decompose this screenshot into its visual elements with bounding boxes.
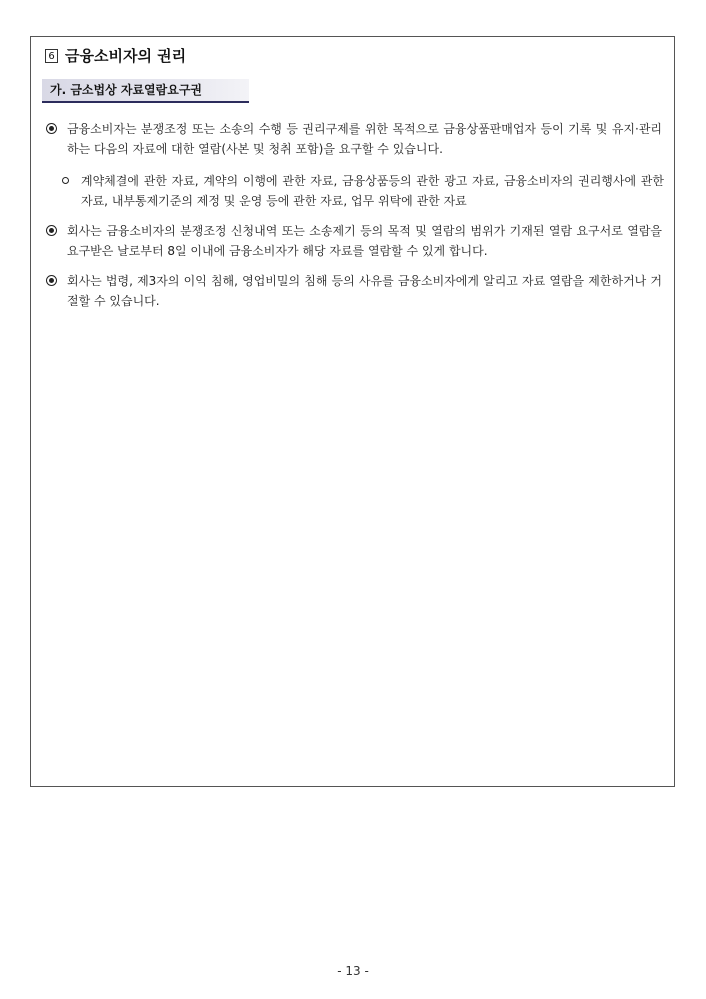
list-item bbox=[46, 271, 662, 311]
circle-bullet-icon bbox=[62, 177, 69, 184]
subsection-heading: 가. 금소법상 자료열람요구권 bbox=[42, 79, 249, 103]
fisheye-bullet-icon bbox=[46, 275, 57, 286]
list-item-text: 회사는 금융소비자의 분쟁조정 신청내역 또는 소송제기 등의 목적 및 열람의 범위가 기재된 열람 요구서로 열람을 요구받은 날로부터 8일 이내에 금융소비자가 해당 자료를 열람할 수 있게 합니다. bbox=[67, 224, 662, 258]
fisheye-bullet-icon bbox=[46, 225, 57, 236]
sub-list-item bbox=[61, 171, 664, 211]
list-item-text: 회사는 법령, 제3자의 이익 침해, 영업비밀의 침해 등의 사유를 금융소비자에게 알리고 자료 열람을 제한하거나 거절할 수 있습니다. bbox=[67, 274, 662, 308]
section-title: 금융소비자의 권리 bbox=[65, 47, 187, 65]
content-box bbox=[30, 36, 675, 787]
section-heading bbox=[45, 45, 186, 66]
list-item bbox=[46, 221, 662, 261]
list-item bbox=[46, 119, 662, 159]
section-number-badge: 6 bbox=[45, 49, 58, 63]
sub-list-item-text: 계약체결에 관한 자료, 계약의 이행에 관한 자료, 금융상품등의 관한 광고 자료, 금융소비자의 권리행사에 관한 자료, 내부통제기준의 제정 및 운영 등에 관한 자료, 업무 위탁에 관한 자료 bbox=[81, 174, 664, 208]
list-item-text: 금융소비자는 분쟁조정 또는 소송의 수행 등 권리구제를 위한 목적으로 금융상품판매업자 등이 기록 및 유지·관리하는 다음의 자료에 대한 열람(사본 및 청취 포함)을 요구할 수 있습니다. bbox=[67, 122, 662, 156]
fisheye-bullet-icon bbox=[46, 123, 57, 134]
page-number: - 13 - bbox=[337, 964, 369, 978]
